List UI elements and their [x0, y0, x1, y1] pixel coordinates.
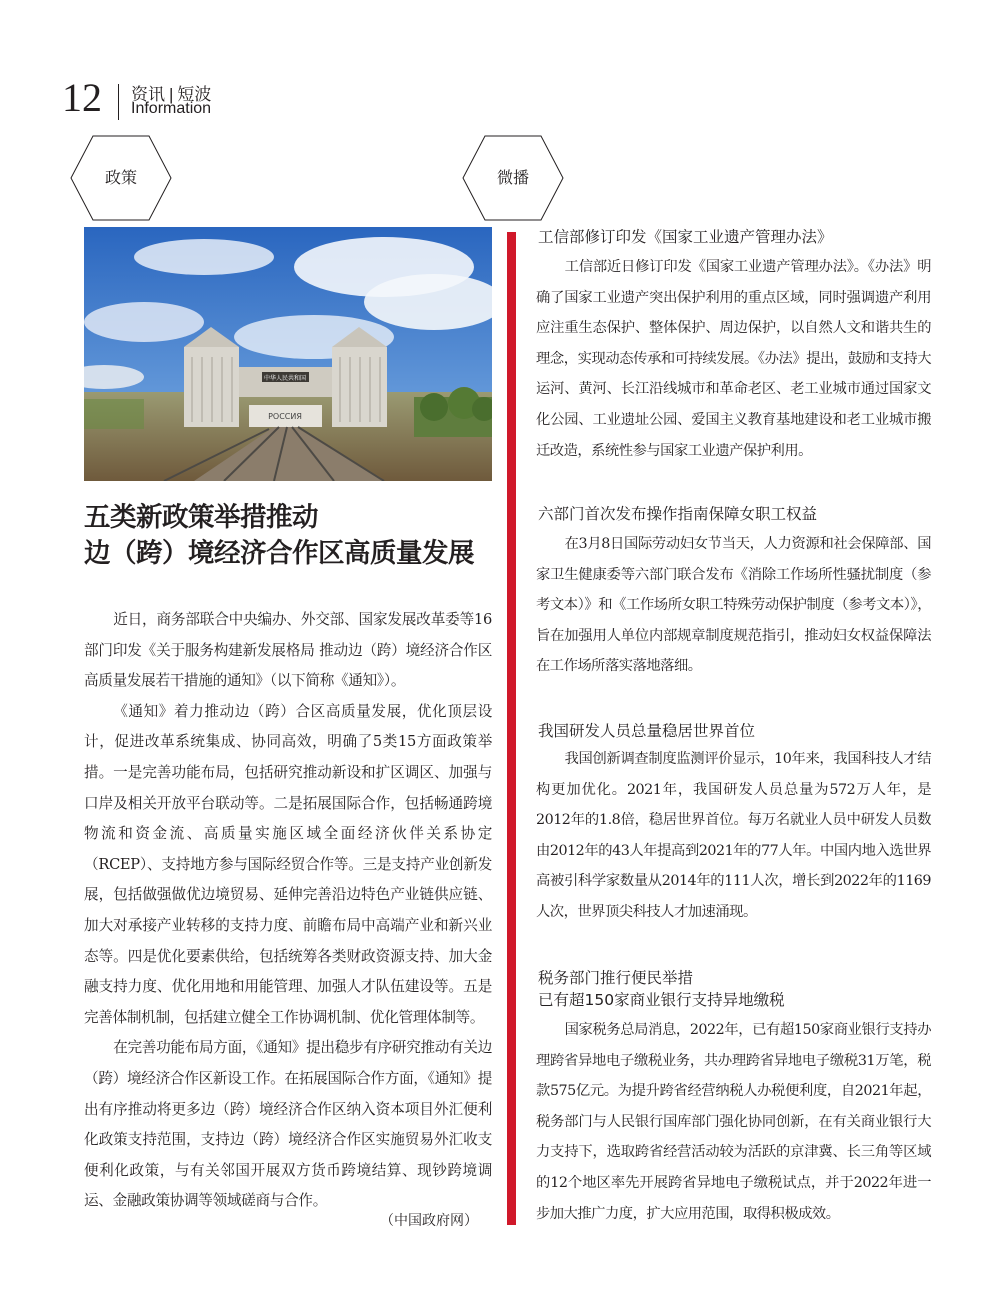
gate-sign: 中华人民共和国	[263, 375, 307, 382]
article-title-line2: 边（跨）境经济合作区高质量发展	[84, 538, 474, 569]
news-body	[536, 529, 931, 682]
section-name: 资讯	[131, 85, 165, 104]
column-divider	[507, 232, 516, 1225]
news-paragraph: 我国创新调查制度监测评价显示，10年来，我国科技人才结构更加优化。2021年，我国研发人员总量为572万人年，是2012年的1.8倍，稳居世界首位。每万名就业人员中研发人员数由2012年的43人年提高到2021年的77人年。中国内地入选世界高被引科学家数量从2014年的111人次，增长到2022年的1169人次，世界顶尖科技人才加速涌现。	[536, 751, 931, 920]
article-title	[84, 500, 514, 572]
news-title	[538, 720, 755, 742]
news-paragraph: 工信部近日修订印发《国家工业遗产管理办法》。《办法》明确了国家工业遗产突出保护利用的重点区域，同时强调遗产利用应注重生态保护、整体保护、周边保护，以自然人文和谐共生的理念，实现动态传承和可持续发展。《办法》提出，鼓励和支持大运河、黄河、长江沿线城市和革命老区、老工业城市通过国家文化公园、工业遗址公园、爱国主义教育基地建设和老工业城市搬迁改造，系统性参与国家工业遗产保护利用。	[536, 259, 931, 459]
news-title-line: 六部门首次发布操作指南保障女职工权益	[538, 505, 818, 523]
subsection-name: 短波	[177, 85, 212, 104]
article-title-line1: 五类新政策举措推动	[84, 502, 318, 533]
article-paragraph: 近日，商务部联合中央编办、外交部、国家发展改革委等16部门印发《关于服务构建新发展格局 推动边（跨）境经济合作区高质量发展若干措施的通知》（以下简称《通知》）。	[84, 611, 492, 690]
page-number: 12	[62, 75, 102, 120]
header-divider	[118, 84, 119, 120]
news-title-line: 我国研发人员总量稳居世界首位	[538, 722, 756, 740]
news-title	[538, 967, 785, 1011]
broadcast-tag-label: 微播	[496, 168, 529, 187]
policy-tag-label: 政策	[104, 168, 137, 187]
broadcast-tag	[462, 135, 564, 221]
news-body	[536, 252, 931, 466]
news-body	[536, 1015, 931, 1229]
news-title-line: 工信部修订印发《国家工业遗产管理办法》	[538, 228, 833, 246]
news-body	[536, 744, 931, 928]
news-title-line: 税务部门推行便民举措	[538, 969, 694, 987]
article-paragraph: 在完善功能布局方面，《通知》提出稳步有序研究推动有关边（跨）境经济合作区新设工作。在拓展国际合作方面，《通知》提出有序推动将更多边（跨）境经济合作区纳入资本项目外汇便利化政策支持范围，支持边（跨）境经济合作区实施贸易外汇收支便利化政策，与有关邻国开展双方货币跨境结算、现钞跨境调运、金融政策协调等领域磋商与合作。	[84, 1039, 492, 1210]
article-paragraph: 《通知》着力推动边（跨）合区高质量发展，优化顶层设计，促进改革系统集成、协同高效，明确了5类15方面政策举措。一是完善功能布局，包括研究推动新设和扩区调区、加强与口岸及相关开放平台联动等。二是拓展国际合作，包括畅通跨境物流和资金流、高质量实施区域全面经济伙伴关系协定（RCEP）、支持地方参与国际经贸合作等。三是支持产业创新发展，包括做强做优边境贸易、延伸完善沿边特色产业链供应链、加大对承接产业转移的支持力度、前瞻布局中高端产业和新兴业态等。四是优化要素供给，包括统筹各类财政资源支持、加大金融支持力度、优化用地和用能管理、加强人才队伍建设等。五是完善体制机制，包括建立健全工作协调机制、优化管理体制等。	[84, 702, 492, 1026]
news-paragraph: 在3月8日国际劳动妇女节当天，人力资源和社会保障部、国家卫生健康委等六部门联合发布《消除工作场所性骚扰制度（参考文本）》和《工作场所女职工特殊劳动保护制度（参考文本）》，旨在加强用人单位内部规章制度规范指引，推动妇女权益保障法在工作场所落实落地落细。	[536, 536, 931, 675]
section-separator: |	[169, 85, 174, 104]
article-source: （中国政府网）	[380, 1213, 478, 1229]
news-title	[538, 226, 833, 248]
border-gate-photo	[84, 227, 492, 481]
news-title-line: 已有超150家商业银行支持异地缴税	[538, 991, 785, 1009]
article-body	[84, 605, 492, 1217]
section-english: Information	[131, 100, 212, 117]
news-paragraph: 国家税务总局消息，2022年，已有超150家商业银行支持办理跨省异地电子缴税业务，共办理跨省异地电子缴税31万笔，税款575亿元。为提升跨省经营纳税人办税便利度，自2021年起，税务部门与人民银行国库部门强化协同创新，在有关商业银行大力支持下，选取跨省经营活动较为活跃的京津冀、长三角等区域的12个地区率先开展跨省异地电子缴税试点，并于2022年进一步加大推广力度，扩大应用范围，取得积极成效。	[536, 1022, 931, 1222]
policy-tag	[70, 135, 172, 221]
news-title	[538, 503, 817, 525]
russia-sign: РОССИЯ	[268, 412, 302, 421]
